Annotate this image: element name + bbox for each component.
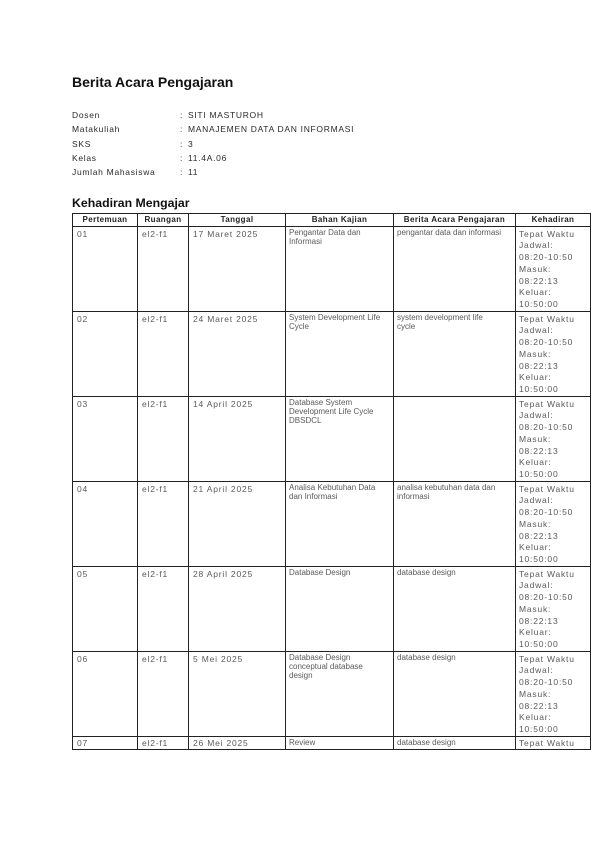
cell-pertemuan: 06 — [73, 652, 138, 737]
cell-berita-acara — [394, 397, 516, 482]
cell-bahan-kajian: Database System Development Life Cycle DBSDCL — [286, 397, 394, 482]
cell-bahan-kajian: Database Design conceptual database design — [286, 652, 394, 737]
page-title: Berita Acara Pengajaran — [72, 74, 234, 90]
keluar-time: 10:50:00 — [519, 639, 559, 650]
cell-ruangan: el2-f1 — [138, 567, 189, 652]
info-row-dosen — [72, 108, 492, 122]
header-ruangan: Ruangan — [138, 214, 189, 227]
keluar-label: Keluar: — [519, 712, 552, 723]
info-value: 11 — [188, 167, 199, 178]
cell-ruangan: el2-f1 — [138, 737, 189, 750]
kehadiran-status: Tepat Waktu — [519, 228, 575, 239]
keluar-time: 10:50:00 — [519, 554, 559, 565]
cell-ruangan: el2-f1 — [138, 397, 189, 482]
keluar-time: 10:50:00 — [519, 724, 559, 735]
info-colon: : — [180, 152, 184, 163]
keluar-label: Keluar: — [519, 627, 552, 638]
cell-berita-acara: database design — [394, 567, 516, 652]
info-label: Matakuliah — [72, 124, 121, 135]
table-row — [73, 397, 591, 482]
kehadiran-status: Tepat Waktu — [519, 568, 575, 579]
jadwal-label: Jadwal: — [519, 410, 554, 421]
cell-tanggal: 26 Mei 2025 — [189, 737, 286, 750]
info-label: Dosen — [72, 110, 101, 120]
info-value: 11.4A.06 — [188, 152, 227, 163]
jadwal-label: Jadwal: — [519, 325, 554, 336]
cell-ruangan: el2-f1 — [138, 227, 189, 312]
info-colon: : — [180, 167, 184, 178]
cell-kehadiran — [516, 567, 591, 652]
info-row-matakuliah — [72, 122, 492, 136]
cell-berita-acara: analisa kebutuhan data dan informasi — [394, 482, 516, 567]
header-bahan-kajian: Bahan Kajian — [286, 214, 394, 227]
cell-tanggal: 28 April 2025 — [189, 567, 286, 652]
table-row — [73, 227, 591, 312]
cell-ruangan: el2-f1 — [138, 652, 189, 737]
info-colon: : — [180, 138, 184, 149]
info-row-jumlah-mahasiswa — [72, 165, 492, 179]
masuk-label: Masuk: — [519, 263, 552, 274]
cell-bahan-kajian: Database Design — [286, 567, 394, 652]
cell-kehadiran — [516, 397, 591, 482]
jadwal-time: 08:20-10:50 — [519, 252, 574, 263]
keluar-time: 10:50:00 — [519, 469, 559, 480]
info-value: MANAJEMEN DATA DAN INFORMASI — [188, 124, 355, 135]
jadwal-time: 08:20-10:50 — [519, 422, 574, 433]
masuk-label: Masuk: — [519, 348, 552, 359]
info-colon: : — [180, 110, 184, 120]
cell-berita-acara: database design — [394, 737, 516, 750]
info-value: 3 — [188, 138, 194, 149]
table-row — [73, 482, 591, 567]
cell-bahan-kajian: System Development Life Cycle — [286, 312, 394, 397]
info-label: Kelas — [72, 152, 97, 163]
info-label: Jumlah Mahasiswa — [72, 167, 156, 178]
jadwal-label: Jadwal: — [519, 495, 554, 506]
masuk-label: Masuk: — [519, 433, 552, 444]
cell-kehadiran — [516, 737, 591, 750]
masuk-label: Masuk: — [519, 603, 552, 614]
cell-pertemuan: 01 — [73, 227, 138, 312]
cell-tanggal: 17 Maret 2025 — [189, 227, 286, 312]
cell-pertemuan: 03 — [73, 397, 138, 482]
cell-ruangan: el2-f1 — [138, 312, 189, 397]
keluar-time: 10:50:00 — [519, 299, 559, 310]
info-label: SKS — [72, 138, 92, 149]
jadwal-label: Jadwal: — [519, 580, 554, 591]
cell-tanggal: 24 Maret 2025 — [189, 312, 286, 397]
kehadiran-status: Tepat Waktu — [519, 483, 575, 494]
cell-kehadiran — [516, 312, 591, 397]
masuk-label: Masuk: — [519, 688, 552, 699]
keluar-label: Keluar: — [519, 372, 552, 383]
jadwal-time: 08:20-10:50 — [519, 677, 574, 688]
course-info — [72, 108, 492, 179]
cell-tanggal: 14 April 2025 — [189, 397, 286, 482]
table-row — [73, 652, 591, 737]
table-row — [73, 312, 591, 397]
keluar-label: Keluar: — [519, 287, 552, 298]
info-row-kelas — [72, 151, 492, 165]
cell-ruangan: el2-f1 — [138, 482, 189, 567]
kehadiran-status: Tepat Waktu — [519, 737, 575, 748]
info-value: SITI MASTUROH — [188, 110, 264, 120]
header-berita-acara: Berita Acara Pengajaran — [394, 214, 516, 227]
cell-kehadiran — [516, 227, 591, 312]
masuk-time: 08:22:13 — [519, 700, 559, 711]
table-header — [73, 214, 591, 227]
info-row-sks — [72, 137, 492, 151]
kehadiran-status: Tepat Waktu — [519, 398, 575, 409]
cell-pertemuan: 05 — [73, 567, 138, 652]
cell-pertemuan: 04 — [73, 482, 138, 567]
header-tanggal: Tanggal — [189, 214, 286, 227]
cell-pertemuan: 02 — [73, 312, 138, 397]
cell-pertemuan: 07 — [73, 737, 138, 750]
attendance-table — [72, 213, 591, 750]
cell-kehadiran — [516, 652, 591, 737]
table-row — [73, 567, 591, 652]
masuk-time: 08:22:13 — [519, 275, 559, 286]
jadwal-time: 08:20-10:50 — [519, 507, 574, 518]
masuk-time: 08:22:13 — [519, 445, 559, 456]
header-kehadiran: Kehadiran — [516, 214, 591, 227]
info-colon: : — [180, 124, 184, 135]
section-title: Kehadiran Mengajar — [72, 196, 190, 210]
masuk-time: 08:22:13 — [519, 530, 559, 541]
cell-bahan-kajian: Pengantar Data dan Informasi — [286, 227, 394, 312]
masuk-time: 08:22:13 — [519, 615, 559, 626]
cell-berita-acara: database design — [394, 652, 516, 737]
jadwal-time: 08:20-10:50 — [519, 337, 574, 348]
header-pertemuan: Pertemuan — [73, 214, 138, 227]
table-row — [73, 737, 591, 750]
keluar-label: Keluar: — [519, 542, 552, 553]
kehadiran-status: Tepat Waktu — [519, 313, 575, 324]
cell-kehadiran — [516, 482, 591, 567]
masuk-time: 08:22:13 — [519, 360, 559, 371]
keluar-label: Keluar: — [519, 457, 552, 468]
masuk-label: Masuk: — [519, 518, 552, 529]
kehadiran-status: Tepat Waktu — [519, 653, 575, 664]
cell-berita-acara: pengantar data dan informasi — [394, 227, 516, 312]
cell-tanggal: 5 Mei 2025 — [189, 652, 286, 737]
cell-bahan-kajian: Analisa Kebutuhan Data dan Informasi — [286, 482, 394, 567]
cell-bahan-kajian: Review — [286, 737, 394, 750]
cell-berita-acara: system development life cycle — [394, 312, 516, 397]
jadwal-time: 08:20-10:50 — [519, 592, 574, 603]
cell-tanggal: 21 April 2025 — [189, 482, 286, 567]
jadwal-label: Jadwal: — [519, 240, 554, 251]
keluar-time: 10:50:00 — [519, 384, 559, 395]
jadwal-label: Jadwal: — [519, 665, 554, 676]
